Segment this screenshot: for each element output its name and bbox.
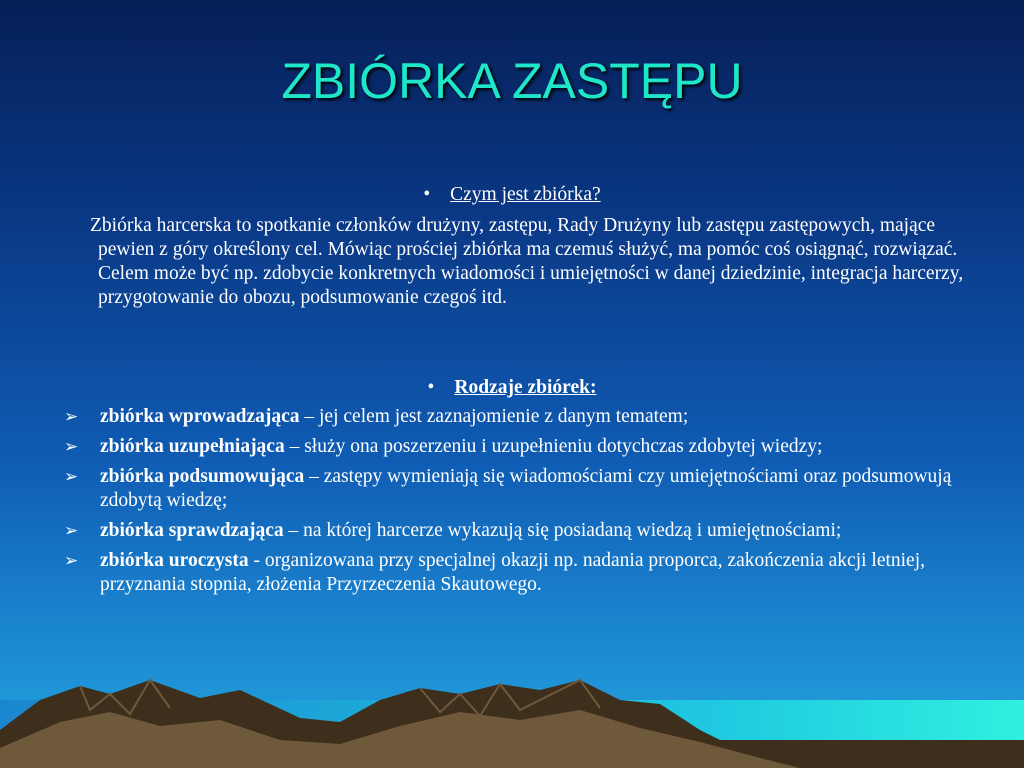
item-term: zbiórka wprowadzająca xyxy=(100,406,300,427)
slide-title: ZBIÓRKA ZASTĘPU xyxy=(281,53,743,109)
heading-rodzaje: Rodzaje zbiórek: xyxy=(454,377,597,398)
list-item xyxy=(64,549,974,597)
list-item xyxy=(64,519,974,543)
item-desc: – zastępy wymieniają się wiadomościami czy umiejętnościami oraz podsumowują zdobytą wiedzę; xyxy=(100,466,952,511)
arrow-bullet-icon: ➢ xyxy=(64,551,79,571)
item-term: zbiórka uzupełniająca xyxy=(100,436,285,457)
arrow-bullet-icon: ➢ xyxy=(64,467,79,487)
section-heading-types xyxy=(0,376,1024,400)
item-term: zbiórka sprawdzająca xyxy=(100,520,284,541)
item-desc: – na której harcerze wykazują się posiadaną wiedzą i umiejętnościami; xyxy=(283,520,842,541)
item-desc: - organizowana przy specjalnej okazji np. nadania proporca, zakończenia akcji letniej, przyznania stopnia, złożenia Przyrzeczenia Skautowego. xyxy=(100,550,926,595)
list-item xyxy=(64,435,974,459)
heading-czym-jest: Czym jest zbiórka? xyxy=(450,184,601,205)
section-heading-what-is xyxy=(0,183,1024,207)
item-desc: – służy ona poszerzeniu i uzupełnieniu dotychczas zdobytej wiedzy; xyxy=(284,436,823,457)
mountain-range-decoration xyxy=(0,660,1024,768)
item-term: zbiórka podsumowująca xyxy=(100,466,305,487)
arrow-bullet-icon: ➢ xyxy=(64,407,79,427)
definition-paragraph: Zbiórka harcerska to spotkanie członków drużyny, zastępu, Rady Drużyny lub zastępu zastępowych, mające pewien z góry określony cel. Mówiąc prościej zbiórka ma czemuś służyć, ma pomóc coś osiągnąć, rozwiązać. Celem może być np. zdobycie konkretnych wiadomości i umiejętności w danej dziedzinie, integracja harcerzy, przygotowanie do obozu, podsumowanie czegoś itd. xyxy=(90,215,964,308)
bullet-dot: • xyxy=(423,184,431,205)
list-item xyxy=(64,465,974,513)
types-list xyxy=(64,405,974,603)
bullet-dot: • xyxy=(427,377,435,398)
item-desc: – jej celem jest zaznajomienie z danym tematem; xyxy=(299,406,689,427)
arrow-bullet-icon: ➢ xyxy=(64,521,79,541)
item-term: zbiórka uroczysta xyxy=(100,550,249,571)
arrow-bullet-icon: ➢ xyxy=(64,437,79,457)
list-item xyxy=(64,405,974,429)
